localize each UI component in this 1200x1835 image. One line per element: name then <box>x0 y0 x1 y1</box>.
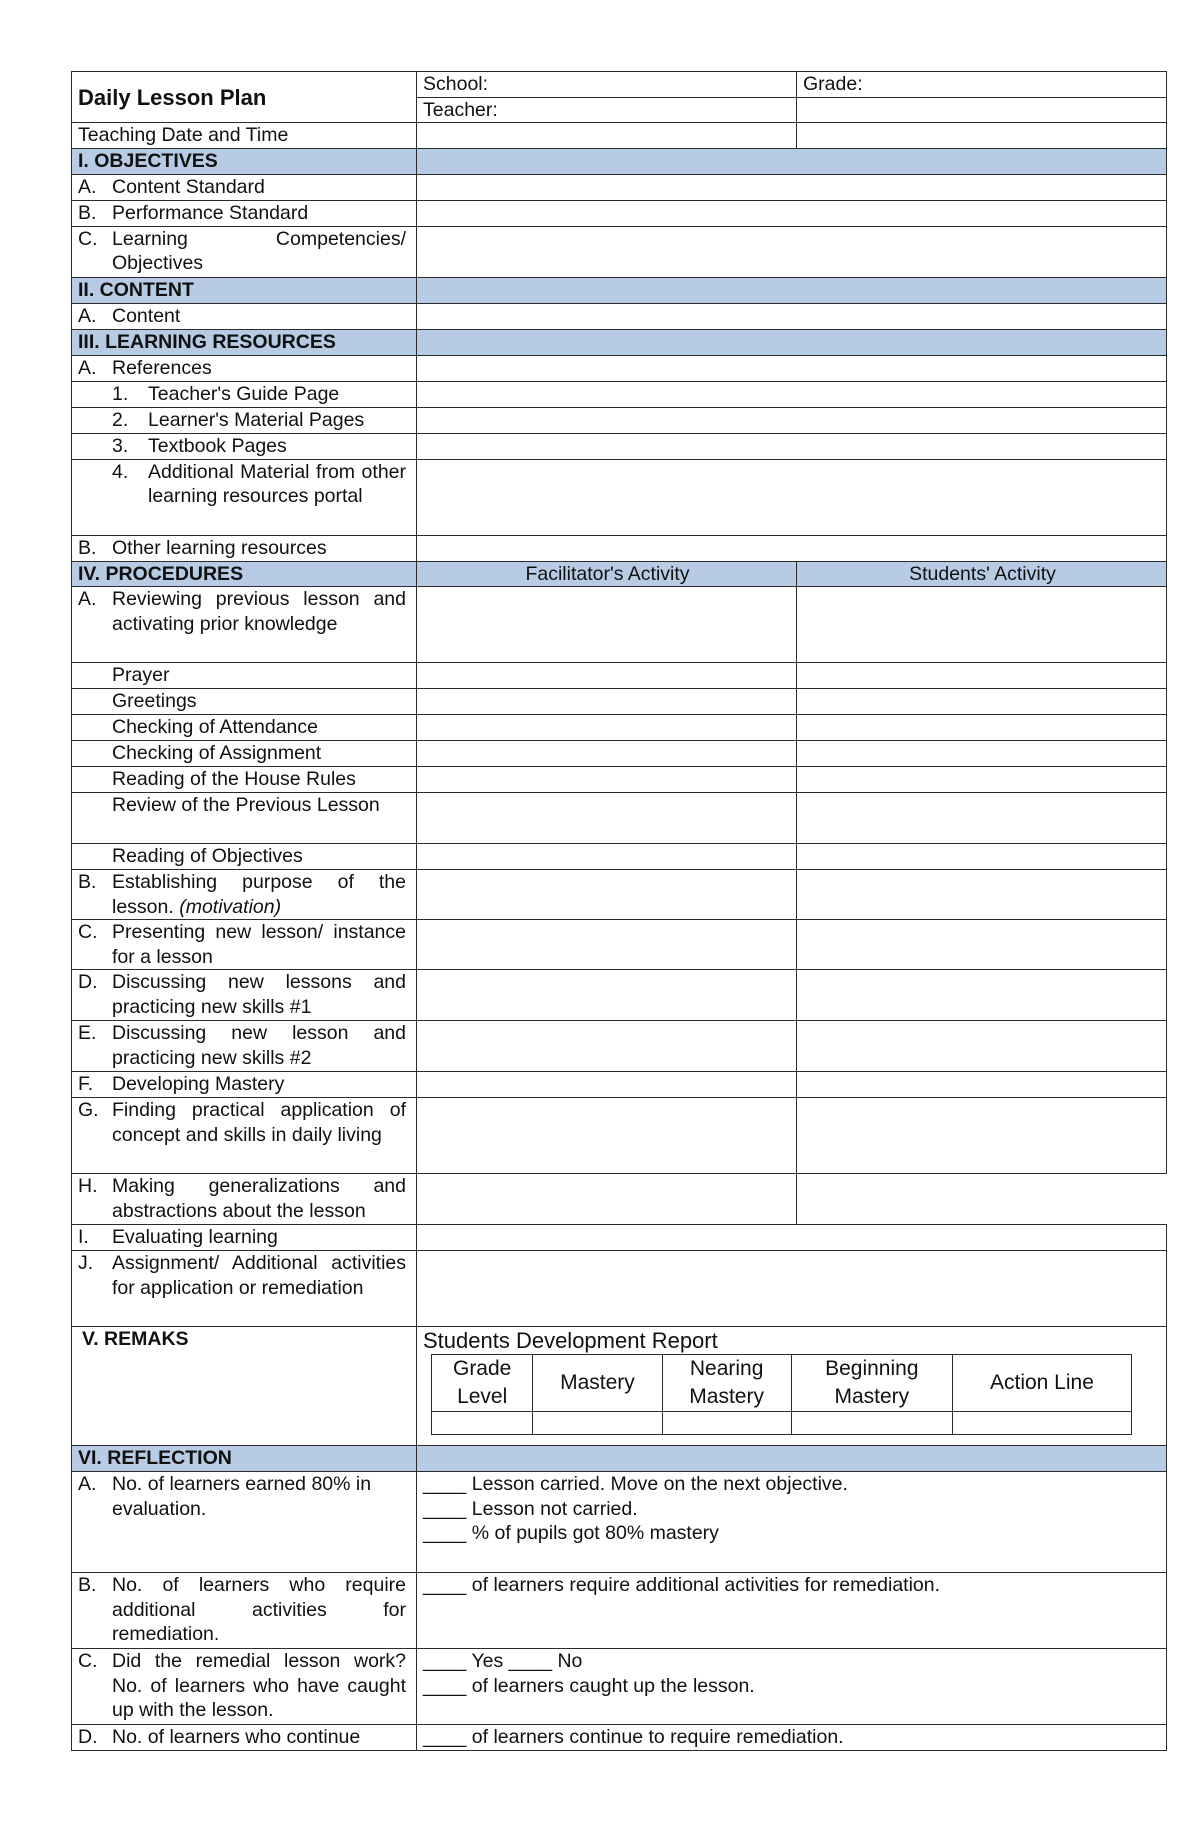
procedure-text: Making generalizations and abstractions about the lesson <box>112 1175 406 1222</box>
students-activity-cell[interactable] <box>797 1021 1167 1072</box>
resource-sub-marker: 4. <box>112 460 129 483</box>
other-resources-marker: B. <box>78 536 97 559</box>
teacher-extra-field[interactable] <box>797 97 1167 123</box>
procedures-heading: IV. PROCEDURES <box>72 561 417 587</box>
procedure-marker: I. <box>78 1226 89 1248</box>
procedure-row-label <box>72 1098 417 1174</box>
facilitator-activity-cell[interactable] <box>417 1098 797 1174</box>
reflection-marker: D. <box>78 1726 98 1748</box>
learning-competencies-field[interactable] <box>417 226 1167 277</box>
report-col-nearing-mastery <box>662 1354 791 1411</box>
resource-sub-text: Textbook Pages <box>148 434 287 457</box>
school-field[interactable] <box>417 72 797 98</box>
report-col-line: Action Line <box>989 1370 1094 1394</box>
development-report-title: Students Development Report <box>423 1328 718 1353</box>
school-label: School: <box>423 73 489 95</box>
procedure-marker: C. <box>78 921 98 943</box>
procedure-text: Finding practical application of concept and skills in daily living <box>112 1099 406 1146</box>
resource-sub-marker: 3. <box>112 434 129 457</box>
learners-material-field[interactable] <box>417 407 1167 433</box>
remarks-label-cell <box>72 1327 417 1446</box>
procedure-text: Discussing new lessons and practicing new skills #1 <box>112 971 406 1018</box>
report-cell-nearing-mastery[interactable] <box>662 1411 791 1434</box>
references-field[interactable] <box>417 355 1167 381</box>
procedure-text: Developing Mastery <box>112 1073 285 1095</box>
resources-heading-fill <box>417 329 1167 355</box>
procedure-marker: G. <box>78 1099 99 1121</box>
report-cell-mastery[interactable] <box>533 1411 662 1434</box>
procedure-row-label <box>72 1251 417 1327</box>
teacher-label: Teacher: <box>423 98 498 121</box>
objective-text: Performance Standard <box>112 201 309 224</box>
other-resources-label <box>72 535 417 561</box>
other-resources-field[interactable] <box>417 535 1167 561</box>
teaching-date-label: Teaching Date and Time <box>72 123 417 149</box>
procedure-step-text: Review of the Previous Lesson <box>112 794 380 816</box>
procedure-marker: F. <box>78 1073 94 1095</box>
resource-sub-text: Teacher's Guide Page <box>148 382 340 405</box>
objective-text: Content Standard <box>112 175 265 198</box>
report-cell-beginning-mastery[interactable] <box>791 1411 952 1434</box>
additional-material-field[interactable] <box>417 459 1167 535</box>
plan-title-cell <box>72 72 417 123</box>
reflection-marker: B. <box>78 1574 97 1596</box>
students-activity-cell[interactable] <box>797 1098 1167 1174</box>
grade-field[interactable] <box>797 72 1167 98</box>
facilitator-activity-cell[interactable] <box>417 1174 797 1225</box>
facilitator-activity-cell[interactable] <box>417 715 797 741</box>
report-cell-grade-level[interactable] <box>432 1411 533 1434</box>
facilitator-activity-cell[interactable] <box>417 767 797 793</box>
facilitator-activity-cell[interactable] <box>417 1021 797 1072</box>
reflection-heading: VI. REFLECTION <box>72 1446 417 1472</box>
procedure-marker: H. <box>78 1175 98 1197</box>
procedure-step-text: Checking of Attendance <box>112 716 318 738</box>
report-col-line: Beginning <box>825 1356 919 1380</box>
reflection-b-answer[interactable] <box>417 1573 1167 1649</box>
report-col-mastery <box>533 1354 662 1411</box>
other-resources-text: Other learning resources <box>112 536 327 559</box>
facilitator-activity-cell[interactable] <box>417 663 797 689</box>
procedure-step-text: Greetings <box>112 690 197 712</box>
textbook-pages-field[interactable] <box>417 433 1167 459</box>
resources-heading: III. LEARNING RESOURCES <box>72 329 417 355</box>
procedure-row-label <box>72 587 417 663</box>
students-activity-cell[interactable] <box>797 844 1167 870</box>
procedure-row-label <box>72 870 417 920</box>
objective-row-label <box>72 226 417 277</box>
procedure-row-label <box>72 970 417 1021</box>
performance-standard-field[interactable] <box>417 200 1167 226</box>
procedure-marker: D. <box>78 971 98 993</box>
procedure-row-label <box>72 1021 417 1072</box>
reflection-c-answer[interactable] <box>417 1649 1167 1725</box>
students-activity-cell[interactable] <box>797 587 1167 663</box>
reflection-row-label <box>72 1649 417 1725</box>
reflection-marker: C. <box>78 1650 98 1672</box>
reflection-marker: A. <box>78 1473 97 1495</box>
report-col-beginning-mastery <box>791 1354 952 1411</box>
procedure-text: Evaluating learning <box>112 1226 278 1248</box>
reflection-answer-line: ____ Lesson carried. Move on the next objective. <box>423 1473 848 1495</box>
reflection-row-label <box>72 1725 417 1751</box>
procedure-step-text: Prayer <box>112 664 170 686</box>
references-label <box>72 355 417 381</box>
report-col-line: Level <box>457 1384 508 1408</box>
report-col-grade-level <box>432 1354 533 1411</box>
procedure-text: Presenting new lesson/ instance for a lesson <box>112 921 406 968</box>
report-col-line: Mastery <box>834 1384 910 1408</box>
resource-sub-text: Learner's Material Pages <box>148 408 365 431</box>
grade-label: Grade: <box>803 73 863 95</box>
resource-sub-text: Additional Material from other learning resources portal <box>148 460 406 507</box>
reflection-answer-line: ____ % of pupils got 80% mastery <box>423 1522 719 1544</box>
resource-sub-label <box>72 433 417 459</box>
procedure-step-label <box>72 844 417 870</box>
facilitator-activity-cell[interactable] <box>417 1072 797 1098</box>
reflection-answer-line: ____ of learners caught up the lesson. <box>423 1674 755 1697</box>
facilitator-activity-cell[interactable] <box>417 920 797 970</box>
facilitator-activity-header: Facilitator's Activity <box>417 561 797 587</box>
students-activity-cell[interactable] <box>797 793 1167 844</box>
procedure-row-label <box>72 1174 417 1225</box>
students-activity-cell[interactable] <box>797 663 1167 689</box>
students-activity-cell[interactable] <box>797 920 1167 970</box>
procedure-note: (motivation) <box>179 895 282 918</box>
report-col-line: Nearing <box>689 1356 764 1380</box>
procedure-text: Establishing purpose of the lesson. <box>112 871 406 918</box>
procedure-marker: B. <box>78 871 97 893</box>
students-activity-cell[interactable] <box>797 715 1167 741</box>
reflection-a-answer[interactable] <box>417 1472 1167 1573</box>
facilitator-activity-cell[interactable] <box>417 793 797 844</box>
procedure-marker: A. <box>78 588 97 610</box>
students-activity-cell[interactable] <box>797 1072 1167 1098</box>
procedure-marker: E. <box>78 1022 97 1044</box>
report-col-action-line <box>952 1354 1131 1411</box>
content-heading-fill <box>417 277 1167 303</box>
procedure-marker: J. <box>78 1252 94 1274</box>
content-standard-field[interactable] <box>417 174 1167 200</box>
students-activity-header: Students' Activity <box>797 561 1167 587</box>
students-activity-cell[interactable] <box>797 870 1167 920</box>
reflection-text: No. of learners earned 80% in evaluation. <box>112 1473 372 1520</box>
content-row-label <box>72 303 417 329</box>
facilitator-activity-cell[interactable] <box>417 970 797 1021</box>
plan-title: Daily Lesson Plan <box>78 85 267 110</box>
objective-row-label <box>72 200 417 226</box>
facilitator-activity-cell[interactable] <box>417 689 797 715</box>
remarks-cell <box>417 1327 1167 1446</box>
students-activity-cell[interactable] <box>797 1174 1167 1225</box>
content-heading: II. CONTENT <box>72 277 417 303</box>
procedure-step-text: Reading of Objectives <box>112 845 303 867</box>
objective-marker: C. <box>78 227 98 250</box>
teaching-date-field[interactable] <box>417 123 797 149</box>
teacher-field[interactable] <box>417 97 797 123</box>
resource-sub-marker: 1. <box>112 382 129 405</box>
reflection-answer-line: ____ Lesson not carried. <box>423 1497 638 1520</box>
resource-sub-marker: 2. <box>112 408 129 431</box>
objective-marker: A. <box>78 175 97 198</box>
references-text: References <box>112 356 212 379</box>
reflection-text: No. of learners who require additional activities for remediation. <box>112 1574 406 1645</box>
reflection-text: Did the remedial lesson work? No. of learners who have caught up with the lesson. <box>112 1650 406 1721</box>
content-marker: A. <box>78 304 97 327</box>
objective-marker: B. <box>78 201 97 224</box>
content-field[interactable] <box>417 303 1167 329</box>
resource-sub-label <box>72 381 417 407</box>
report-col-line: Mastery <box>689 1384 764 1408</box>
objectives-heading: I. OBJECTIVES <box>72 149 417 175</box>
reflection-d-answer[interactable] <box>417 1725 1167 1751</box>
teaching-time-field[interactable] <box>797 123 1167 149</box>
objectives-heading-fill <box>417 149 1167 175</box>
report-col-line: Grade <box>452 1356 512 1380</box>
procedure-row-label <box>72 1072 417 1098</box>
facilitator-activity-cell[interactable] <box>417 741 797 767</box>
procedure-step-text: Reading of the House Rules <box>112 768 356 790</box>
reflection-answer-line: ____ of learners require additional activities for remediation. <box>423 1574 941 1596</box>
reflection-row-label <box>72 1472 417 1573</box>
objective-row-label <box>72 174 417 200</box>
development-report-table <box>431 1354 1132 1435</box>
students-activity-cell[interactable] <box>797 689 1167 715</box>
lesson-plan-sheet <box>71 71 1166 1751</box>
reflection-answer-line: ____ Yes ____ No <box>423 1650 583 1672</box>
students-activity-cell[interactable] <box>797 741 1167 767</box>
facilitator-activity-cell[interactable] <box>417 870 797 920</box>
students-activity-cell[interactable] <box>797 970 1167 1021</box>
procedure-step-text: Checking of Assignment <box>112 742 322 764</box>
resource-sub-label <box>72 459 417 535</box>
procedure-text: Discussing new lesson and practicing new skills #2 <box>112 1022 406 1069</box>
content-text: Content <box>112 304 181 327</box>
reflection-heading-fill <box>417 1446 1167 1472</box>
procedure-row-label <box>72 920 417 970</box>
resource-sub-label <box>72 407 417 433</box>
procedure-step-label <box>72 715 417 741</box>
procedure-step-label <box>72 767 417 793</box>
procedure-step-label <box>72 793 417 844</box>
procedure-step-label <box>72 663 417 689</box>
teachers-guide-field[interactable] <box>417 381 1167 407</box>
students-activity-cell[interactable] <box>797 767 1167 793</box>
facilitator-activity-cell[interactable] <box>417 844 797 870</box>
report-col-line: Mastery <box>560 1370 635 1394</box>
procedure-text: Assignment/ Additional activities for application or remediation <box>112 1252 406 1299</box>
reflection-answer-line: ____ of learners continue to require remediation. <box>423 1726 844 1748</box>
reflection-text: No. of learners who continue <box>112 1726 361 1748</box>
procedure-row-label <box>72 1225 417 1251</box>
lesson-plan-table <box>71 71 1167 1751</box>
facilitator-activity-cell[interactable] <box>417 587 797 663</box>
report-cell-action-line[interactable] <box>952 1411 1131 1434</box>
remarks-heading: V. REMAKS <box>82 1328 189 1350</box>
procedure-step-label <box>72 741 417 767</box>
references-marker: A. <box>78 356 97 379</box>
evaluating-learning-field[interactable] <box>417 1225 1167 1251</box>
reflection-row-label <box>72 1573 417 1649</box>
assignment-field[interactable] <box>417 1251 1167 1327</box>
procedure-step-label <box>72 689 417 715</box>
objective-text: Learning Competencies/ Objectives <box>112 227 406 274</box>
procedure-text: Reviewing previous lesson and activating prior knowledge <box>112 588 406 635</box>
